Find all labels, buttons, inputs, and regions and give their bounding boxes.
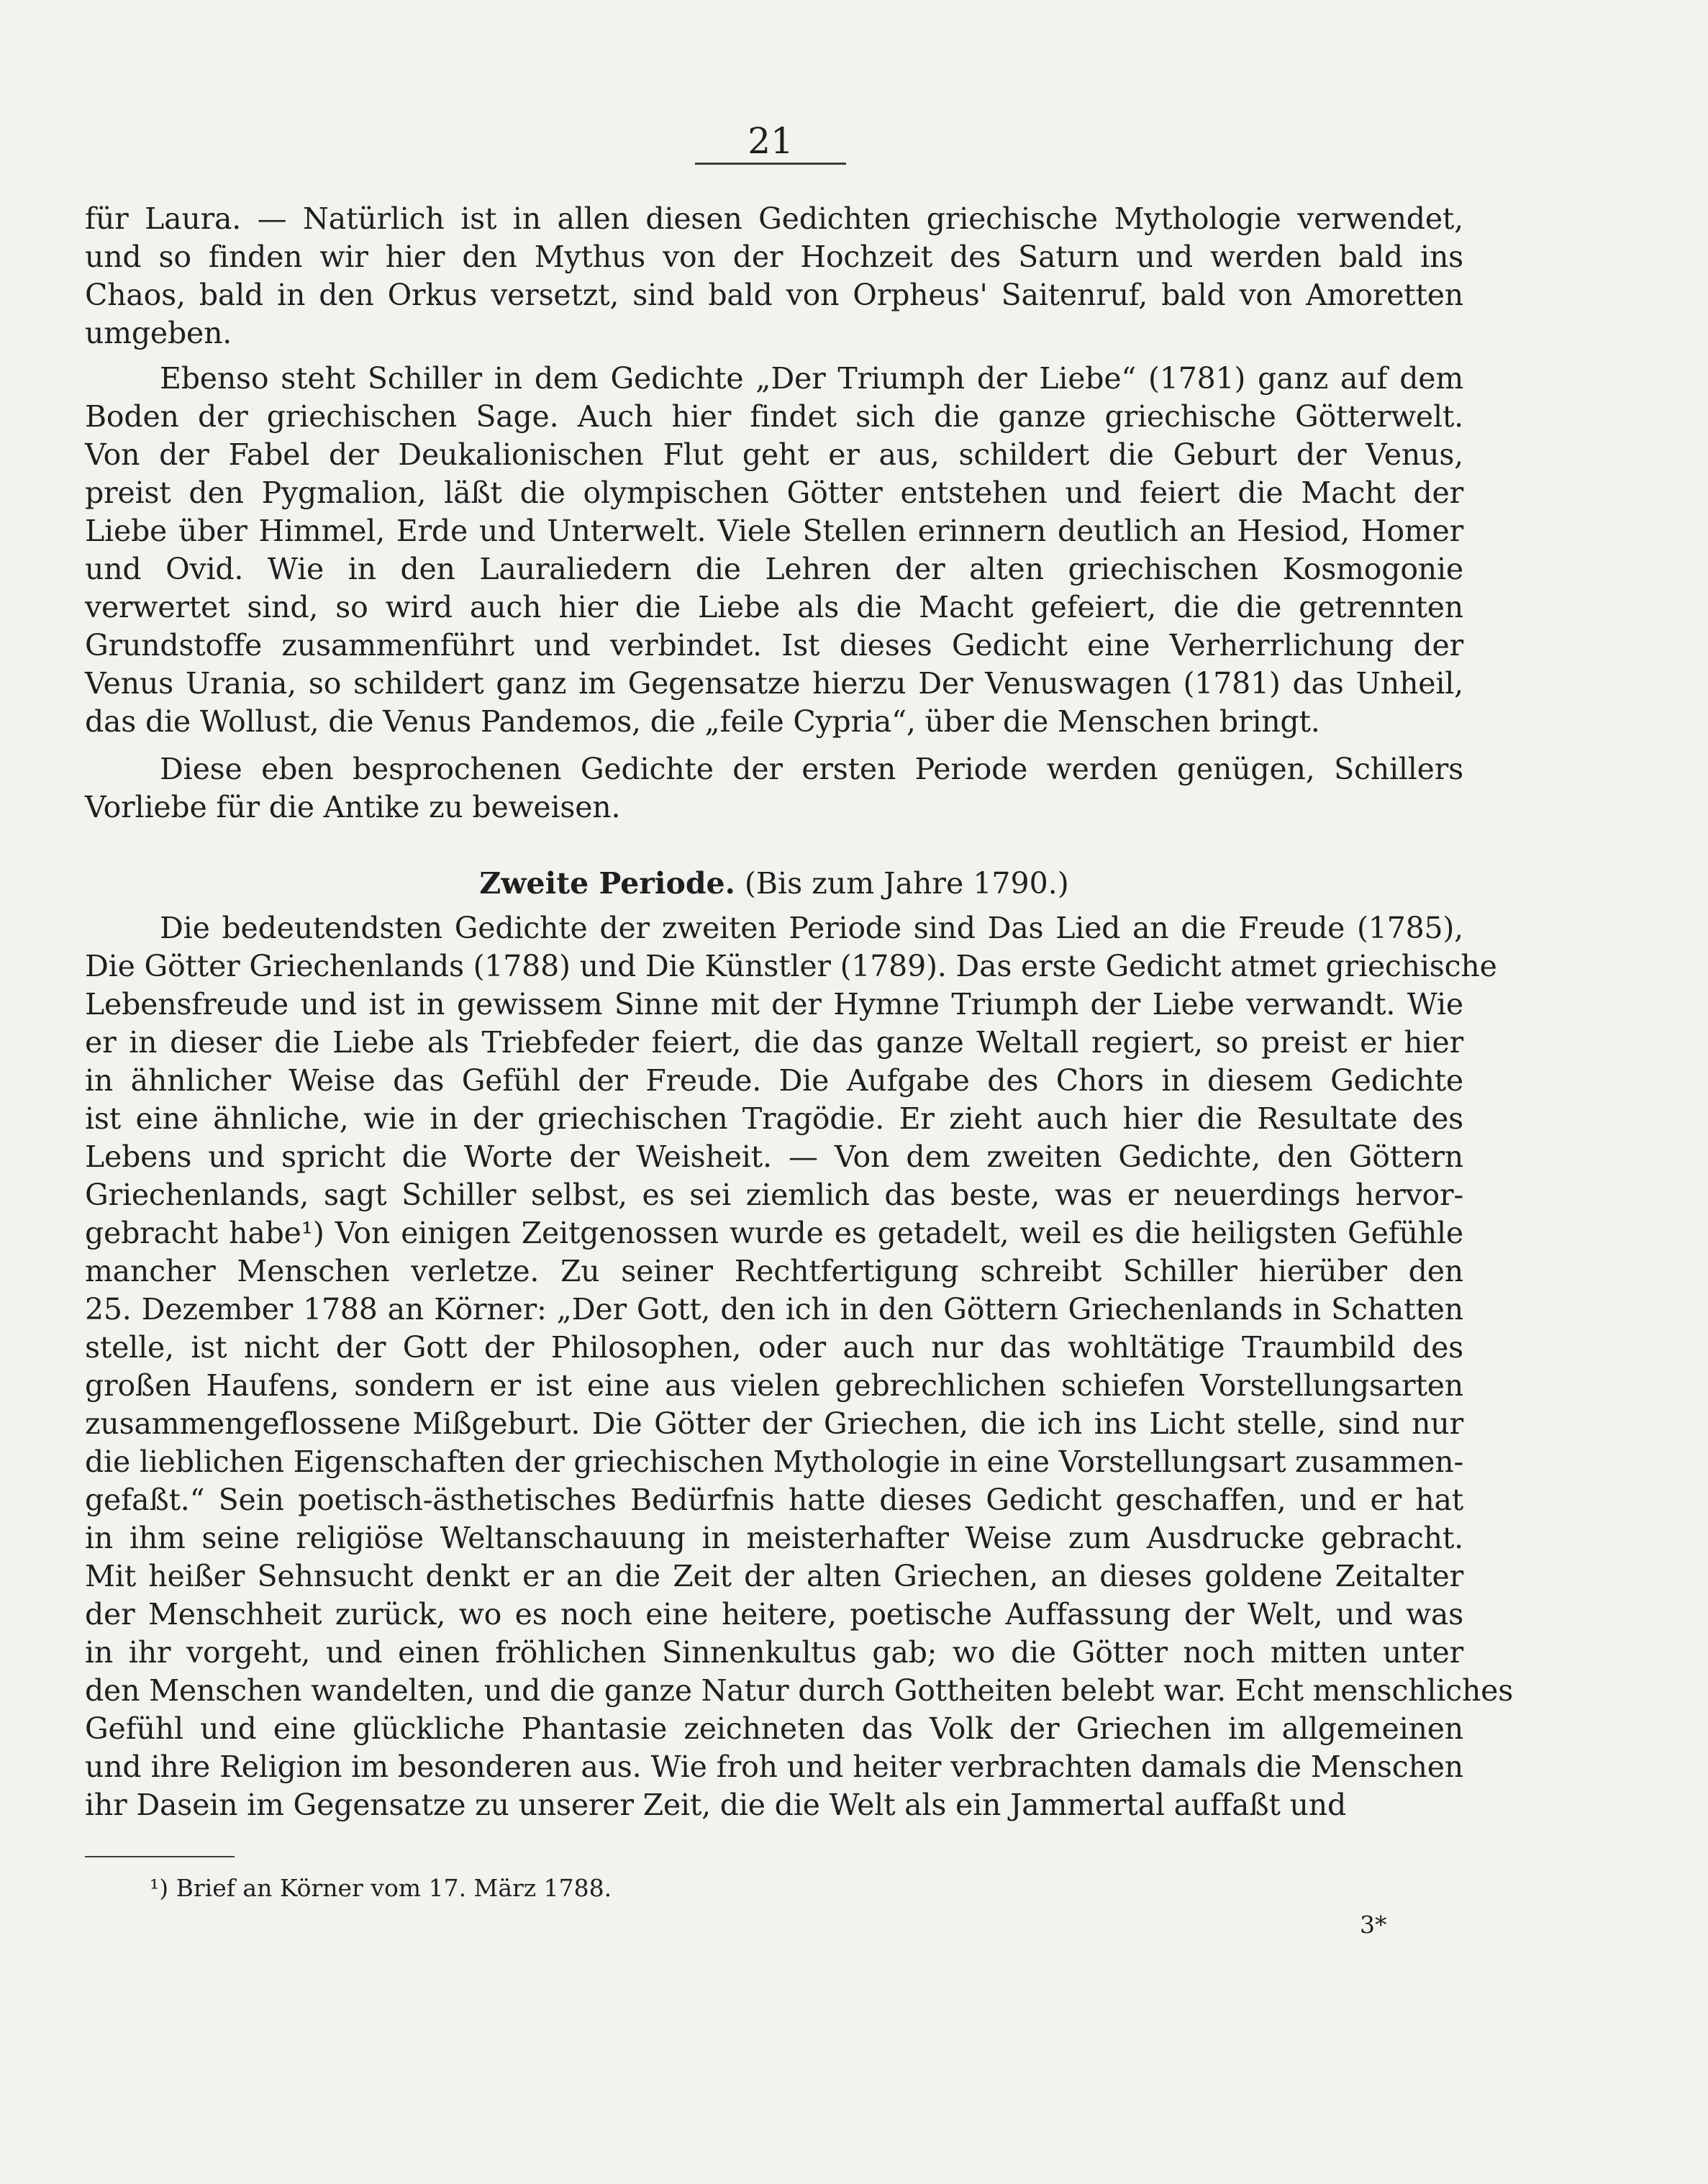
text-line: Vorliebe für die Antike zu beweisen. xyxy=(85,790,621,824)
text-line: Mit heißer Sehnsucht denkt er an die Zeit der alten Griechen, an dieses goldene Zeitalter xyxy=(85,1559,1463,1593)
footnote-rule xyxy=(85,1856,235,1857)
text-line: verwertet sind, so wird auch hier die Liebe als die Macht gefeiert, die die getrennten xyxy=(85,590,1463,624)
text-line: ist eine ähnliche, wie in der griechischen Tragödie. Er zieht auch hier die Resultate des xyxy=(85,1101,1463,1136)
text-line: Ebenso steht Schiller in dem Gedichte „Der Triumph der Liebe“ (1781) ganz auf dem xyxy=(160,361,1463,396)
paragraph-1 xyxy=(85,200,1463,352)
text-line: und ihre Religion im besonderen aus. Wie froh und heiter verbrachten damals die Menschen xyxy=(85,1750,1463,1784)
text-line: Liebe über Himmel, Erde und Unterwelt. Viele Stellen erinnern deutlich an Hesiod, Homer xyxy=(85,514,1463,548)
text-line: stelle, ist nicht der Gott der Philosophen, oder auch nur das wohltätige Traumbild des xyxy=(85,1330,1463,1365)
text-line: Von der Fabel der Deukalionischen Flut geht er aus, schildert die Geburt der Venus, xyxy=(85,437,1463,472)
text-line: Venus Urania, so schildert ganz im Gegensatze hierzu Der Venuswagen (1781) das Unheil, xyxy=(85,666,1463,701)
text-line: zusammengeflossene Mißgeburt. Die Götter der Griechen, die ich ins Licht stelle, sind nur xyxy=(85,1406,1463,1441)
text-line: 25. Dezember 1788 an Körner: „Der Gott, den ich in den Göttern Griechenlands in Schatten xyxy=(85,1292,1463,1327)
page-number: 21 xyxy=(748,120,794,162)
text-line: mancher Menschen verletze. Zu seiner Rechtfertigung schreibt Schiller hierüber den xyxy=(85,1254,1463,1288)
text-line: Chaos, bald in den Orkus versetzt, sind bald von Orpheus' Saitenruf, bald von Amoretten xyxy=(85,278,1463,312)
text-line: umgeben. xyxy=(85,316,232,350)
text-line: großen Haufens, sondern er ist eine aus vielen gebrechlichen schiefen Vorstellungsarten xyxy=(85,1368,1463,1403)
text-line: Lebensfreude und ist in gewissem Sinne mit der Hymne Triumph der Liebe verwandt. Wie xyxy=(85,987,1463,1022)
text-line: die lieblichen Eigenschaften der griechischen Mythologie in eine Vorstellungsart zusammen- xyxy=(85,1444,1464,1479)
text-line: für Laura. — Natürlich ist in allen diesen Gedichten griechische Mythologie verwendet, xyxy=(85,201,1463,236)
text-line: er in dieser die Liebe als Triebfeder feiert, die das ganze Weltall regiert, so preist er hier xyxy=(85,1025,1463,1060)
section-heading-title: Zweite Periode. xyxy=(479,866,735,901)
section-heading-date: (Bis zum Jahre 1790.) xyxy=(744,866,1069,901)
text-line: preist den Pygmalion, läßt die olympischen Götter entstehen und feiert die Macht der xyxy=(85,476,1463,510)
text-line: Griechenlands, sagt Schiller selbst, es sei ziemlich das beste, was er neuerdings hervor- xyxy=(85,1178,1463,1212)
page-number-rule xyxy=(695,163,846,165)
text-line: gefaßt.“ Sein poetisch-ästhetisches Bedürfnis hatte dieses Gedicht geschaffen, und er hat xyxy=(85,1483,1463,1517)
text-line: und Ovid. Wie in den Lauraliedern die Lehren der alten griechischen Kosmogonie xyxy=(85,552,1463,586)
text-line: und so finden wir hier den Mythus von der Hochzeit des Saturn und werden bald ins xyxy=(85,240,1463,274)
paragraph-3 xyxy=(85,750,1463,827)
text-line: der Menschheit zurück, wo es noch eine heitere, poetische Auffassung der Welt, und was xyxy=(85,1597,1463,1632)
text-line: den Menschen wandelten, und die ganze Natur durch Gottheiten belebt war. Echt menschliches xyxy=(85,1673,1514,1708)
text-line: Lebens und spricht die Worte der Weisheit. — Von dem zweiten Gedichte, den Göttern xyxy=(85,1139,1463,1174)
section-heading xyxy=(85,865,1463,903)
text-line: in ähnlicher Weise das Gefühl der Freude. Die Aufgabe des Chors in diesem Gedichte xyxy=(85,1063,1463,1098)
paragraph-4 xyxy=(85,909,1514,1824)
text-line: Boden der griechischen Sage. Auch hier findet sich die ganze griechische Götterwelt. xyxy=(85,399,1463,434)
text-line: Gefühl und eine glückliche Phantasie zeichneten das Volk der Griechen im allgemeinen xyxy=(85,1711,1463,1746)
text-line: Diese eben besprochenen Gedichte der ersten Periode werden genügen, Schillers xyxy=(160,752,1463,786)
footnote-text: Brief an Körner vom 17. März 1788. xyxy=(176,1874,612,1902)
text-line: Grundstoffe zusammenführt und verbindet. Ist dieses Gedicht eine Verherrlichung der xyxy=(85,628,1463,663)
text-line: in ihm seine religiöse Weltanschauung in meisterhafter Weise zum Ausdrucke gebracht. xyxy=(85,1521,1463,1555)
text-line: Die Götter Griechenlands (1788) und Die Künstler (1789). Das erste Gedicht atmet griechische xyxy=(85,949,1497,983)
footnote-marker: ¹) xyxy=(150,1874,169,1902)
text-line: Die bedeutendsten Gedichte der zweiten Periode sind Das Lied an die Freude (1785), xyxy=(160,911,1463,945)
paragraph-2 xyxy=(85,360,1463,741)
footnote xyxy=(150,1873,612,1903)
text-line: das die Wollust, die Venus Pandemos, die „feile Cypria“, über die Menschen bringt. xyxy=(85,704,1320,739)
text-line: gebracht habe¹) Von einigen Zeitgenossen wurde es getadelt, weil es die heiligsten Gefühle xyxy=(85,1216,1463,1250)
text-line: ihr Dasein im Gegensatze zu unserer Zeit, die die Welt als ein Jammertal auffaßt und xyxy=(85,1788,1346,1822)
text-line: in ihr vorgeht, und einen fröhlichen Sinnenkultus gab; wo die Götter noch mitten unter xyxy=(85,1635,1463,1670)
signature-mark: 3* xyxy=(1360,1911,1387,1939)
